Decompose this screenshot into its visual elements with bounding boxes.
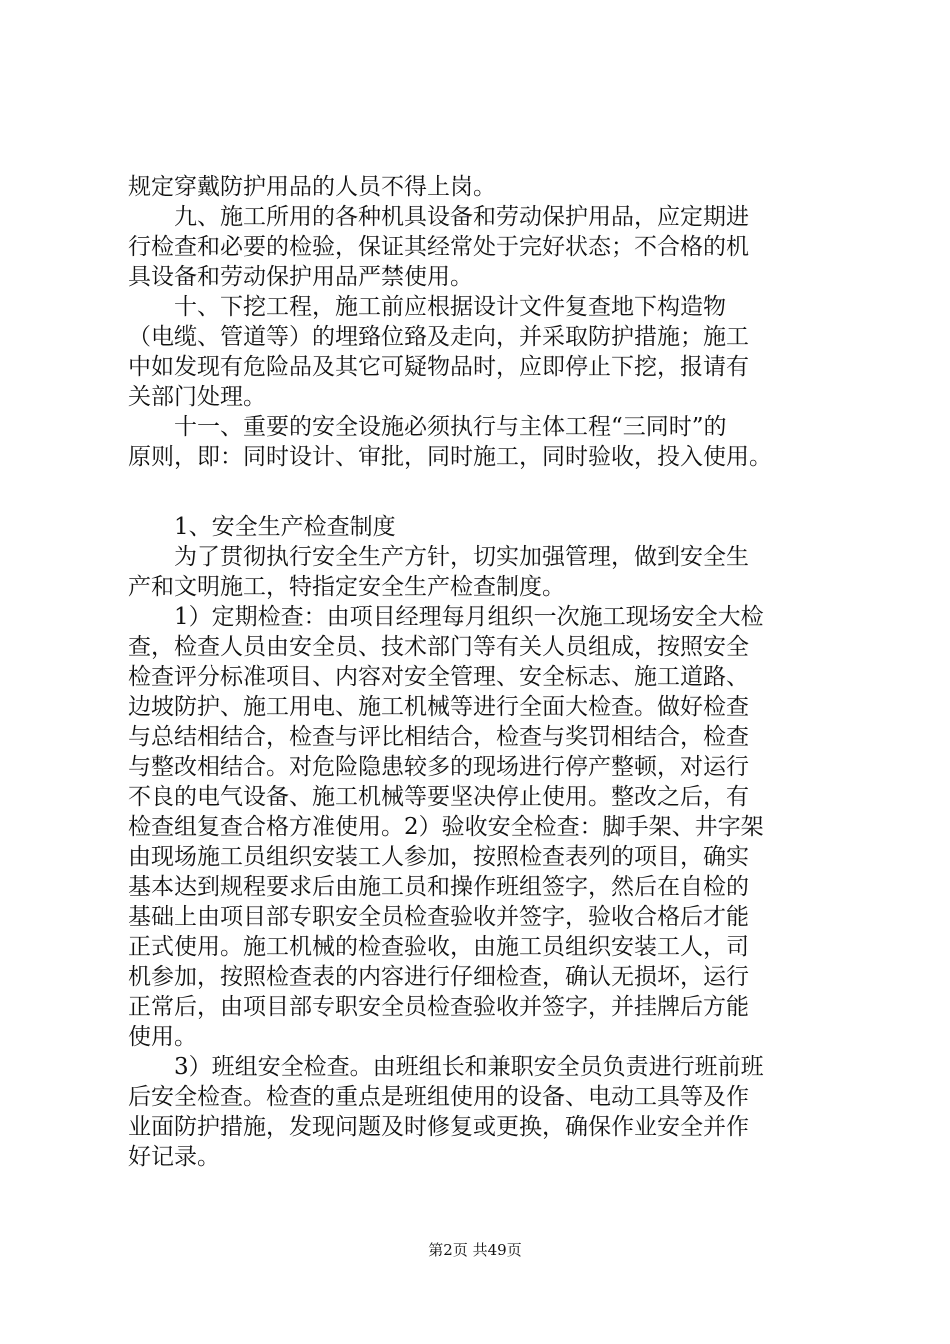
text-line: 九、施工所用的各种机具设备和劳动保护用品，应定期进: [128, 204, 749, 230]
text-line: 后安全检查。检查的重点是班组使用的设备、电动工具等及作: [128, 1084, 749, 1110]
text-line: 机参加，按照检查表的内容进行仔细检查，确认无损坏，运行: [128, 964, 749, 990]
text-line: （电缆、管道等）的埋臵位臵及走向，并采取防护措施；施工: [128, 324, 749, 350]
text-line: 十一、重要的安全设施必须执行与主体工程“三同时”的: [128, 414, 727, 440]
text-line: 检查评分标准项目、内容对安全管理、安全标志、施工道路、: [128, 664, 749, 690]
text-line: 正常后，由项目部专职安全员检查验收并签字，并挂牌后方能: [128, 994, 749, 1020]
text-line: 行检查和必要的检验，保证其经常处于完好状态；不合格的机: [128, 234, 749, 260]
text-line: 基本达到规程要求后由施工员和操作班组签字，然后在自检的: [128, 874, 749, 900]
text-line: 3）班组安全检查。由班组长和兼职安全员负责进行班前班: [128, 1054, 764, 1080]
text-line: 正式使用。施工机械的检查验收，由施工员组织安装工人，司: [128, 934, 749, 960]
text-line: 检查组复查合格方准使用。2）验收安全检查：脚手架、井字架: [128, 814, 764, 840]
page-number-footer: 第2页 共49页: [428, 1241, 522, 1259]
text-line: 1）定期检查：由项目经理每月组织一次施工现场安全大检: [128, 604, 764, 630]
text-line: 为了贯彻执行安全生产方针，切实加强管理，做到安全生: [128, 544, 749, 570]
text-line: 由现场施工员组织安装工人参加，按照检查表列的项目，确实: [128, 844, 749, 870]
text-line: 基础上由项目部专职安全员检查验收并签字，验收合格后才能: [128, 904, 749, 930]
text-line: 中如发现有危险品及其它可疑物品时，应即停止下挖，报请有: [128, 354, 749, 380]
text-line: 与总结相结合，检查与评比相结合，检查与奖罚相结合，检查: [128, 724, 749, 750]
text-line: 边坡防护、施工用电、施工机械等进行全面大检查。做好检查: [128, 694, 749, 720]
text-line: 与整改相结合。对危险隐患较多的现场进行停产整顿，对运行: [128, 754, 749, 780]
text-line: 不良的电气设备、施工机械等要坚决停止使用。整改之后，有: [128, 784, 749, 810]
text-line: 关部门处理。: [128, 384, 266, 410]
text-line: 好记录。: [128, 1144, 220, 1170]
text-line: 规定穿戴防护用品的人员不得上岗。: [128, 174, 496, 200]
section-heading: 1、安全生产检查制度: [128, 514, 396, 540]
text-line: 具设备和劳动保护用品严禁使用。: [128, 264, 473, 290]
text-line: 使用。: [128, 1024, 197, 1050]
text-line: 产和文明施工，特指定安全生产检查制度。: [128, 574, 565, 600]
text-line: 原则，即：同时设计、审批，同时施工，同时验收，投入使用。: [128, 444, 772, 470]
text-line: 查，检查人员由安全员、技术部门等有关人员组成，按照安全: [128, 634, 749, 660]
text-line: 业面防护措施，发现问题及时修复或更换，确保作业安全并作: [128, 1114, 749, 1140]
text-line: 十、下挖工程，施工前应根据设计文件复查地下构造物: [128, 294, 726, 320]
